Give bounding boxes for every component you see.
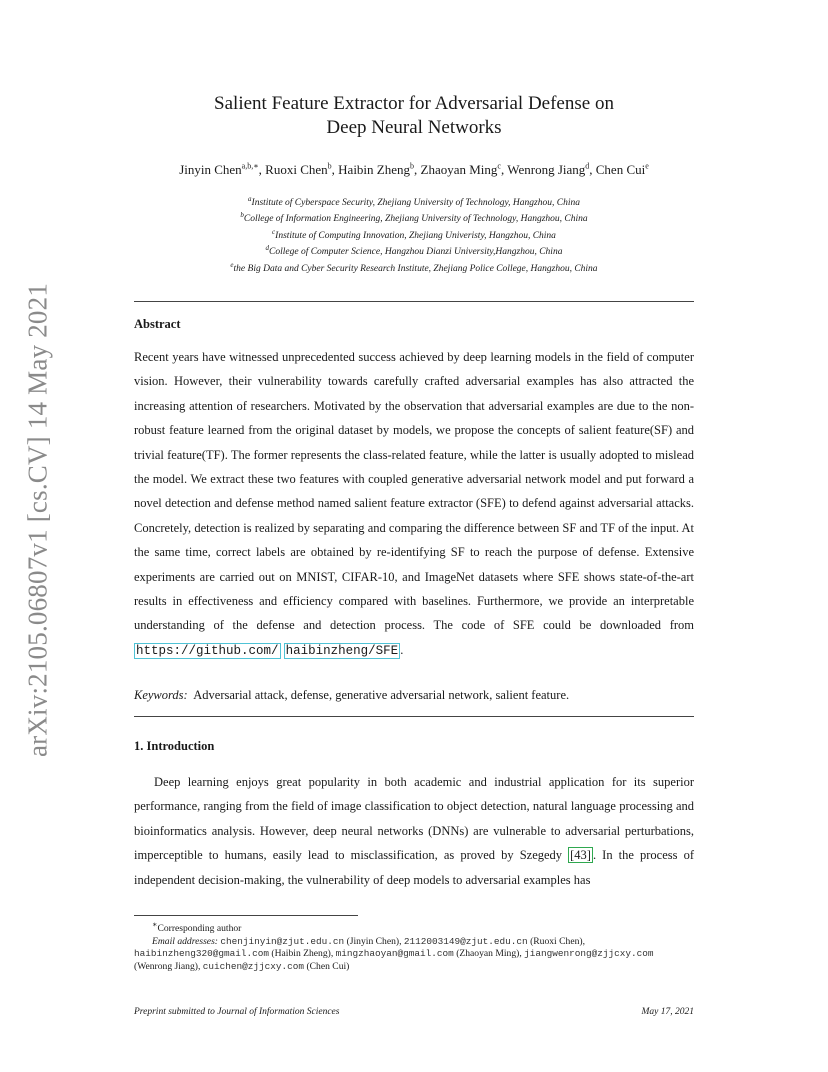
email-label: Email addresses: xyxy=(152,935,218,947)
abstract-bottom-rule xyxy=(134,716,694,717)
author: Ruoxi Chen$^b$, xyxy=(265,162,339,178)
footnote-rule xyxy=(134,915,358,916)
author: Jinyin Chen$^{a,b,∗}$, xyxy=(179,162,266,178)
affiliation: $^b$College of Information Engineering, Zhejiang University of Technology, Hangzhou, China xyxy=(240,211,588,225)
paper-title xyxy=(134,92,694,140)
author: Chen Cui$^e$ xyxy=(595,162,649,178)
email-link[interactable]: jiangwenrong@zjjcxy.com xyxy=(524,948,654,960)
footnote: ∗Corresponding author Email addresses: chenjinyin@zjut.edu.cn (Jinyin Chen), 2112003149@zjut.edu.cn (Ruoxi Chen), haibinzheng320@gmail.com (Haibin Zheng), mingzhaoyan@gmail.com (Zhaoyan Ming), jiangwenrong@zjjcxy.com (Wenrong Jiang), cuichen@zjjcxy.com (Chen Cui) xyxy=(134,920,654,972)
email-link[interactable]: haibinzheng320@gmail.com xyxy=(134,948,270,960)
abstract-heading: Abstract xyxy=(134,317,181,331)
citation-link[interactable]: [43] xyxy=(570,848,591,863)
affiliation: $^e$the Big Data and Cyber Security Research Institute, Zhejiang Police College, Hangzhou, China xyxy=(230,260,598,274)
title-line-1: Salient Feature Extractor for Adversarial Defense on xyxy=(214,93,614,114)
affiliation: $^c$Institute of Computing Innovation, Zhejiang Univeristy, Hangzhou, China xyxy=(272,227,556,242)
email-link[interactable]: chenjinyin@zjut.edu.cn xyxy=(220,935,345,947)
affiliation: $^d$College of Computer Science, Hangzhou Dianzi University,Hangzhou, China xyxy=(265,244,563,258)
title-line-2: Deep Neural Networks xyxy=(326,117,502,138)
author: Wenrong Jiang$^d$, xyxy=(507,162,596,178)
keywords-label: Keywords: xyxy=(134,688,188,702)
arxiv-identifier: arXiv:2105.06807v1 [cs.CV] 14 May 2021 xyxy=(22,282,53,758)
abstract-body: Recent years have witnessed unprecedented success achieved by deep learning models in the field of computer vision. However, their vulnerability towards carefully crafted adversarial examples has also attracted the increasing attention of researchers. Motivated by the observation that adversarial examples are due to the non-robust feature learned from the original dataset by models, we propose the concepts of salient feature(SF) and trivial feature(TF). The former represents the class-related feature, while the latter is usually adopted to mislead the model. We extract these two features with coupled generative adversarial network model and put forward a novel detection and defense method named salient feature extractor (SFE) to defend against adversarial attacks. Concretely, detection is realized by separating and comparing the difference between SF and TF of the input. At the same time, correct labels are obtained by re-identifying SF to reach the purpose of defense. Extensive experiments are carried out on MNIST, CIFAR-10, and ImageNet datasets where SFE shows state-of-the-art results in effectiveness and efficiency compared with baselines. Furthermore, we provide an interpretable understanding of the defense and detection process. The code of SFE could be downloaded from https://github.com/ haibinzheng/SFE . xyxy=(134,350,694,658)
keywords xyxy=(134,688,694,703)
corresponding-author-note: Corresponding author xyxy=(157,923,242,935)
footnote-marker: ∗ xyxy=(152,920,158,929)
author: Zhaoyan Ming$^c$, xyxy=(420,162,508,178)
affiliation: $^a$Institute of Cyberspace Security, Zhejiang University of Technology, Hangzhou, China xyxy=(248,195,580,209)
arxiv-sidebar-stamp xyxy=(18,280,58,760)
footer-journal: Preprint submitted to Journal of Information Sciences xyxy=(134,1007,340,1017)
code-link-continued[interactable]: haibinzheng/SFE xyxy=(285,643,399,658)
abstract-top-rule xyxy=(134,301,694,302)
section-heading-introduction: 1. Introduction xyxy=(134,739,215,753)
keywords-text: Adversarial attack, defense, generative adversarial network, salient feature. xyxy=(193,688,570,702)
code-link[interactable]: https://github.com/ xyxy=(136,643,279,658)
email-link[interactable]: mingzhaoyan@gmail.com xyxy=(335,948,454,960)
email-link[interactable]: cuichen@zjjcxy.com xyxy=(202,960,305,972)
email-link[interactable]: 2112003149@zjut.edu.cn xyxy=(403,935,528,947)
footer-date: May 17, 2021 xyxy=(641,1007,694,1017)
author: Haibin Zheng$^b$, xyxy=(338,162,421,178)
introduction-paragraph: Deep learning enjoys great popularity in both academic and industrial application for its superior performance, ranging from the field of image classification to object detection, natural language processing and bioinformatics analysis. However, deep neural networks (DNNs) are vulnerable to adversarial perturbations, imperceptible to humans, easily lead to misclassification, as proved by Szegedy [43] . In the process of independent decision-making, the vulnerability of deep models to adversarial examples has xyxy=(134,775,694,887)
affiliation-list xyxy=(134,193,694,275)
author-list xyxy=(134,162,694,178)
